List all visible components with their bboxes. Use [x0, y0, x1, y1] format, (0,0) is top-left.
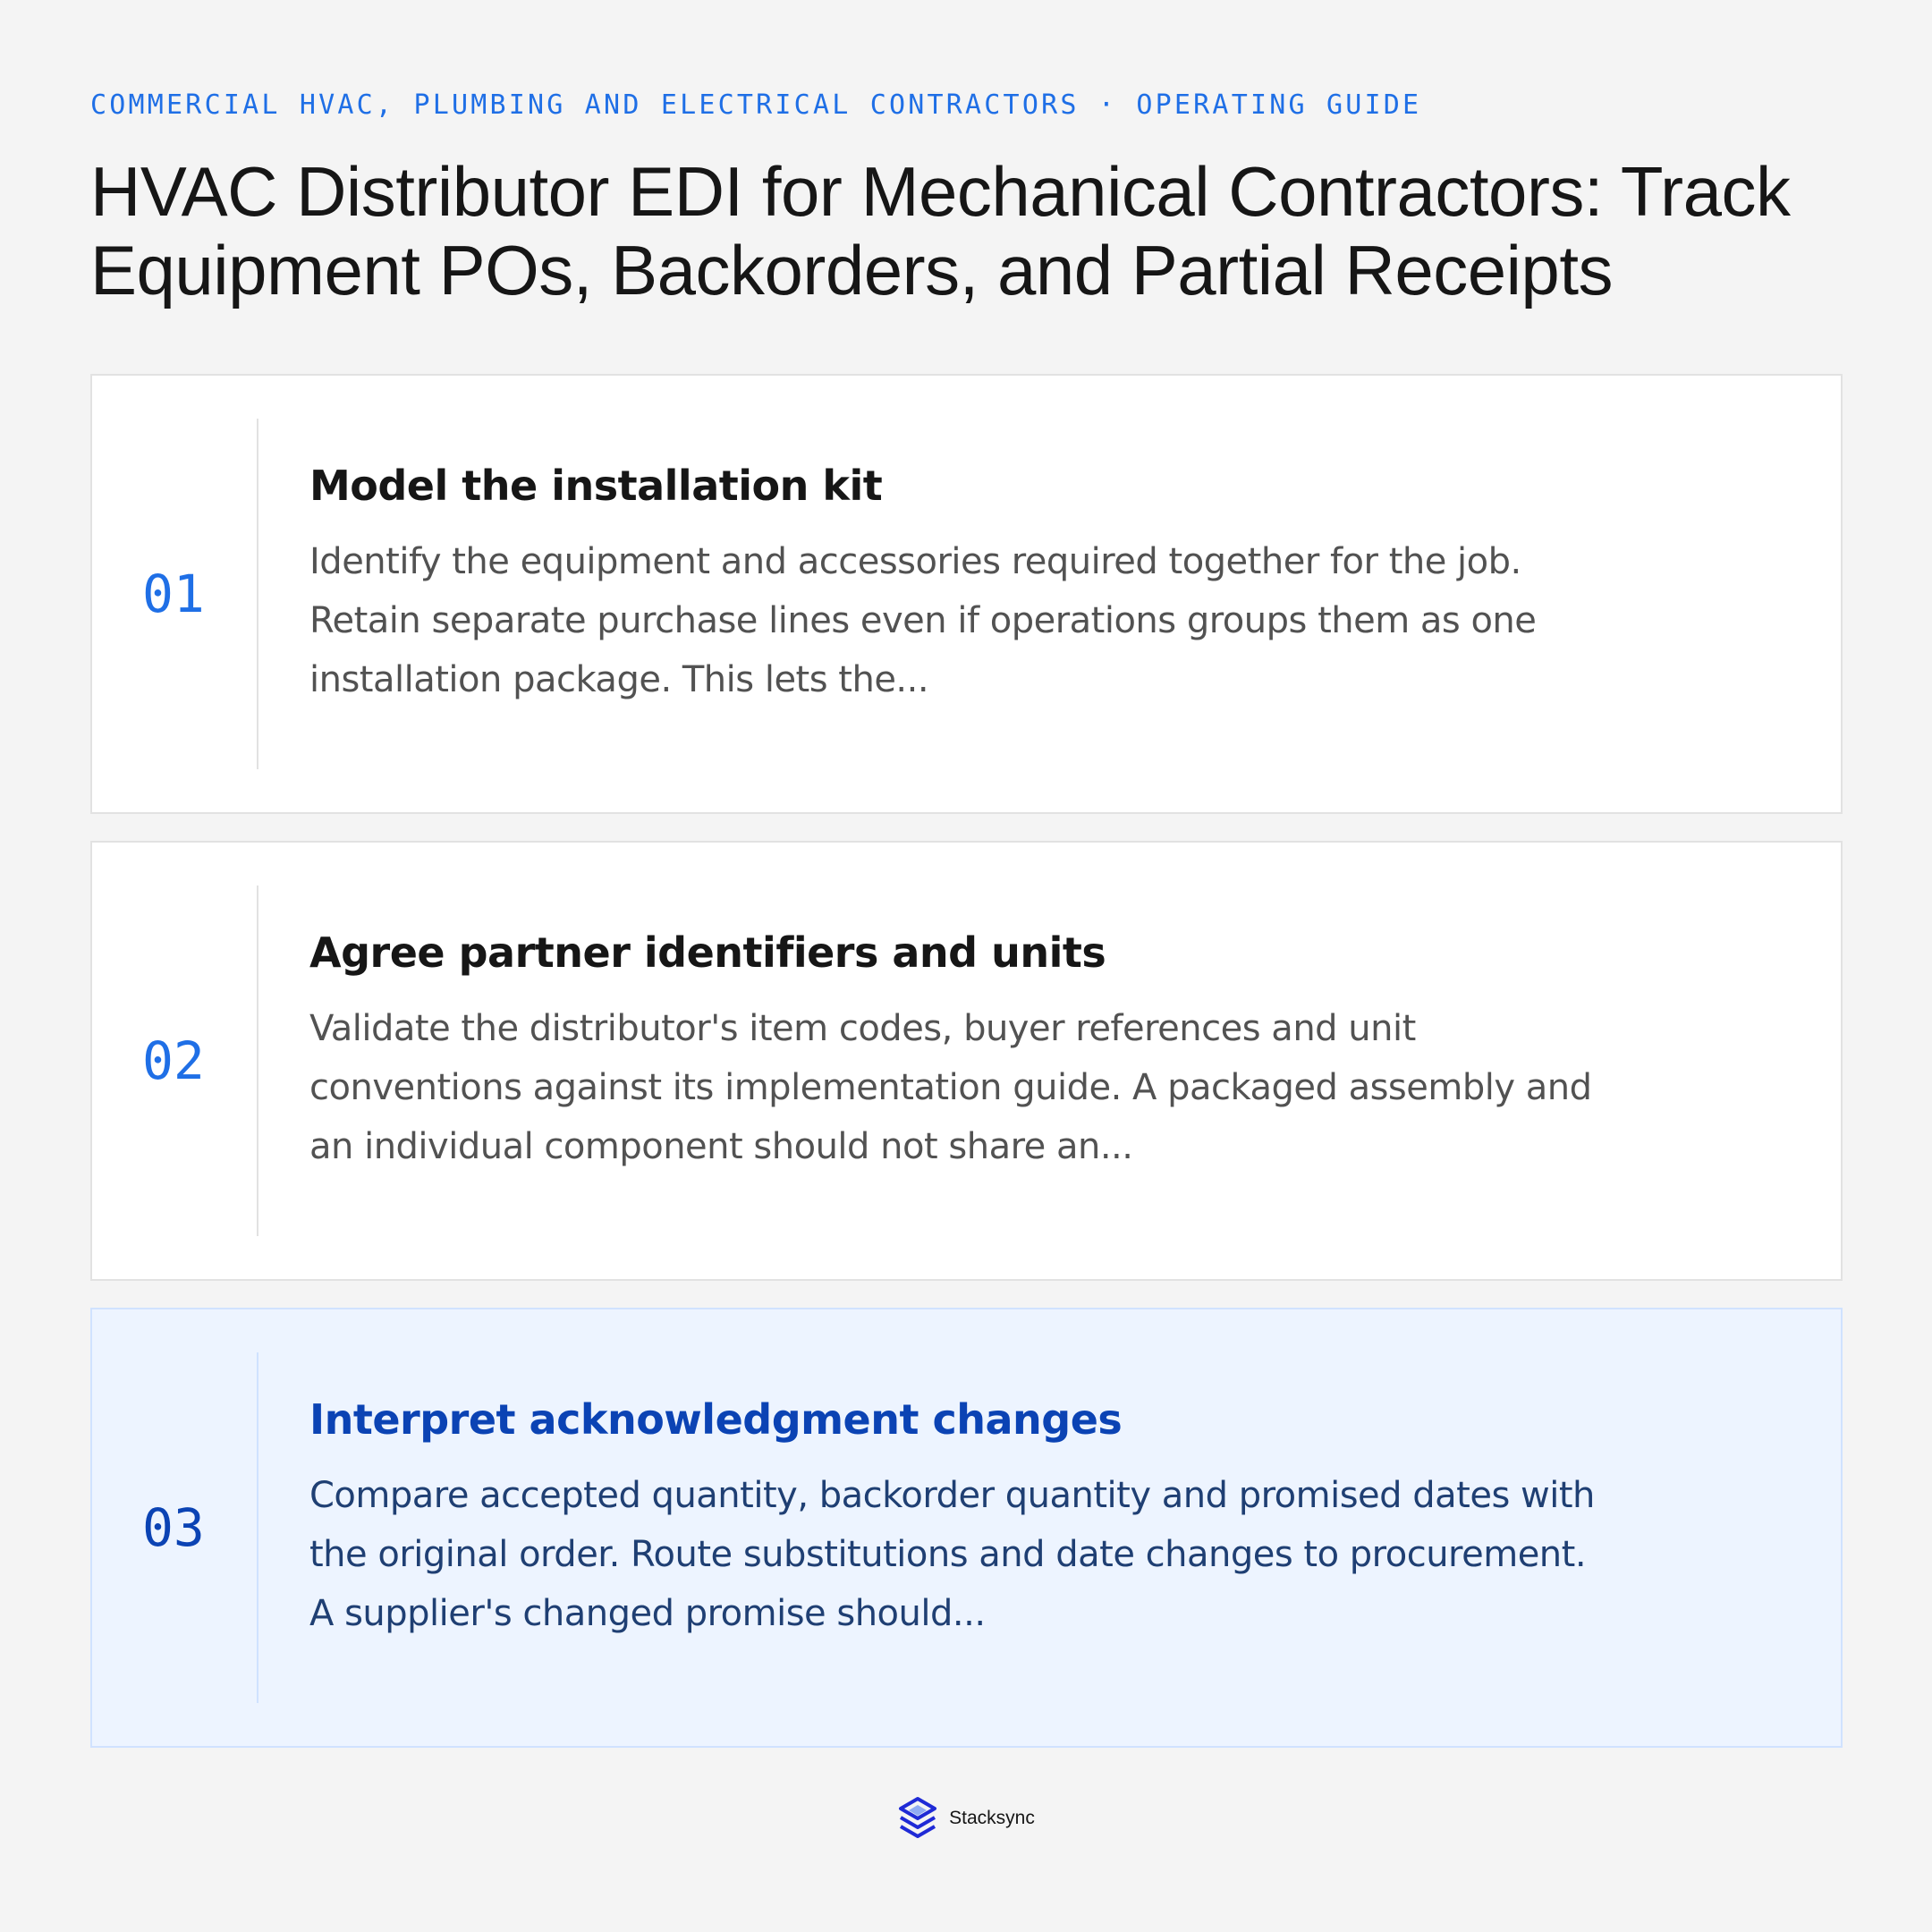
step-card-3[interactable]	[90, 1308, 1843, 1748]
step-heading: Model the installation kit	[309, 462, 883, 510]
step-body: Compare accepted quantity, backorder quantity and promised dates with the original order. Route substitutions and date changes to procurement. A supplier's changed promise should...	[309, 1475, 1595, 1634]
step-body: Identify the equipment and accessories required together for the job. Retain separate purchase lines even if operations groups them as one installation package. This lets the...	[309, 541, 1537, 700]
step-content	[309, 843, 1597, 1279]
step-card-2[interactable]	[90, 841, 1843, 1281]
stacksync-logo-icon	[897, 1796, 938, 1841]
brand-name: Stacksync	[949, 1808, 1035, 1828]
page-title: HVAC Distributor EDI for Mechanical Contractors: Track Equipment POs, Backorders, and Partial Receipts	[90, 152, 1791, 309]
step-number: 03	[142, 1497, 205, 1558]
step-number: 01	[142, 564, 205, 624]
step-heading: Agree partner identifiers and units	[309, 928, 1106, 977]
step-body: Validate the distributor's item codes, buyer references and unit conventions against its implementation guide. A packaged assembly and an individual component should not share an...	[309, 1008, 1592, 1167]
step-divider	[257, 419, 258, 769]
step-content	[309, 1309, 1597, 1746]
step-content	[309, 376, 1597, 812]
step-divider	[257, 886, 258, 1236]
step-number: 02	[142, 1030, 205, 1091]
step-card-1[interactable]	[90, 374, 1843, 814]
eyebrow-label: COMMERCIAL HVAC, PLUMBING AND ELECTRICAL CONTRACTORS · OPERATING GUIDE	[90, 89, 1422, 121]
step-heading: Interpret acknowledgment changes	[309, 1395, 1123, 1444]
footer	[0, 1796, 1932, 1841]
step-divider	[257, 1352, 258, 1703]
